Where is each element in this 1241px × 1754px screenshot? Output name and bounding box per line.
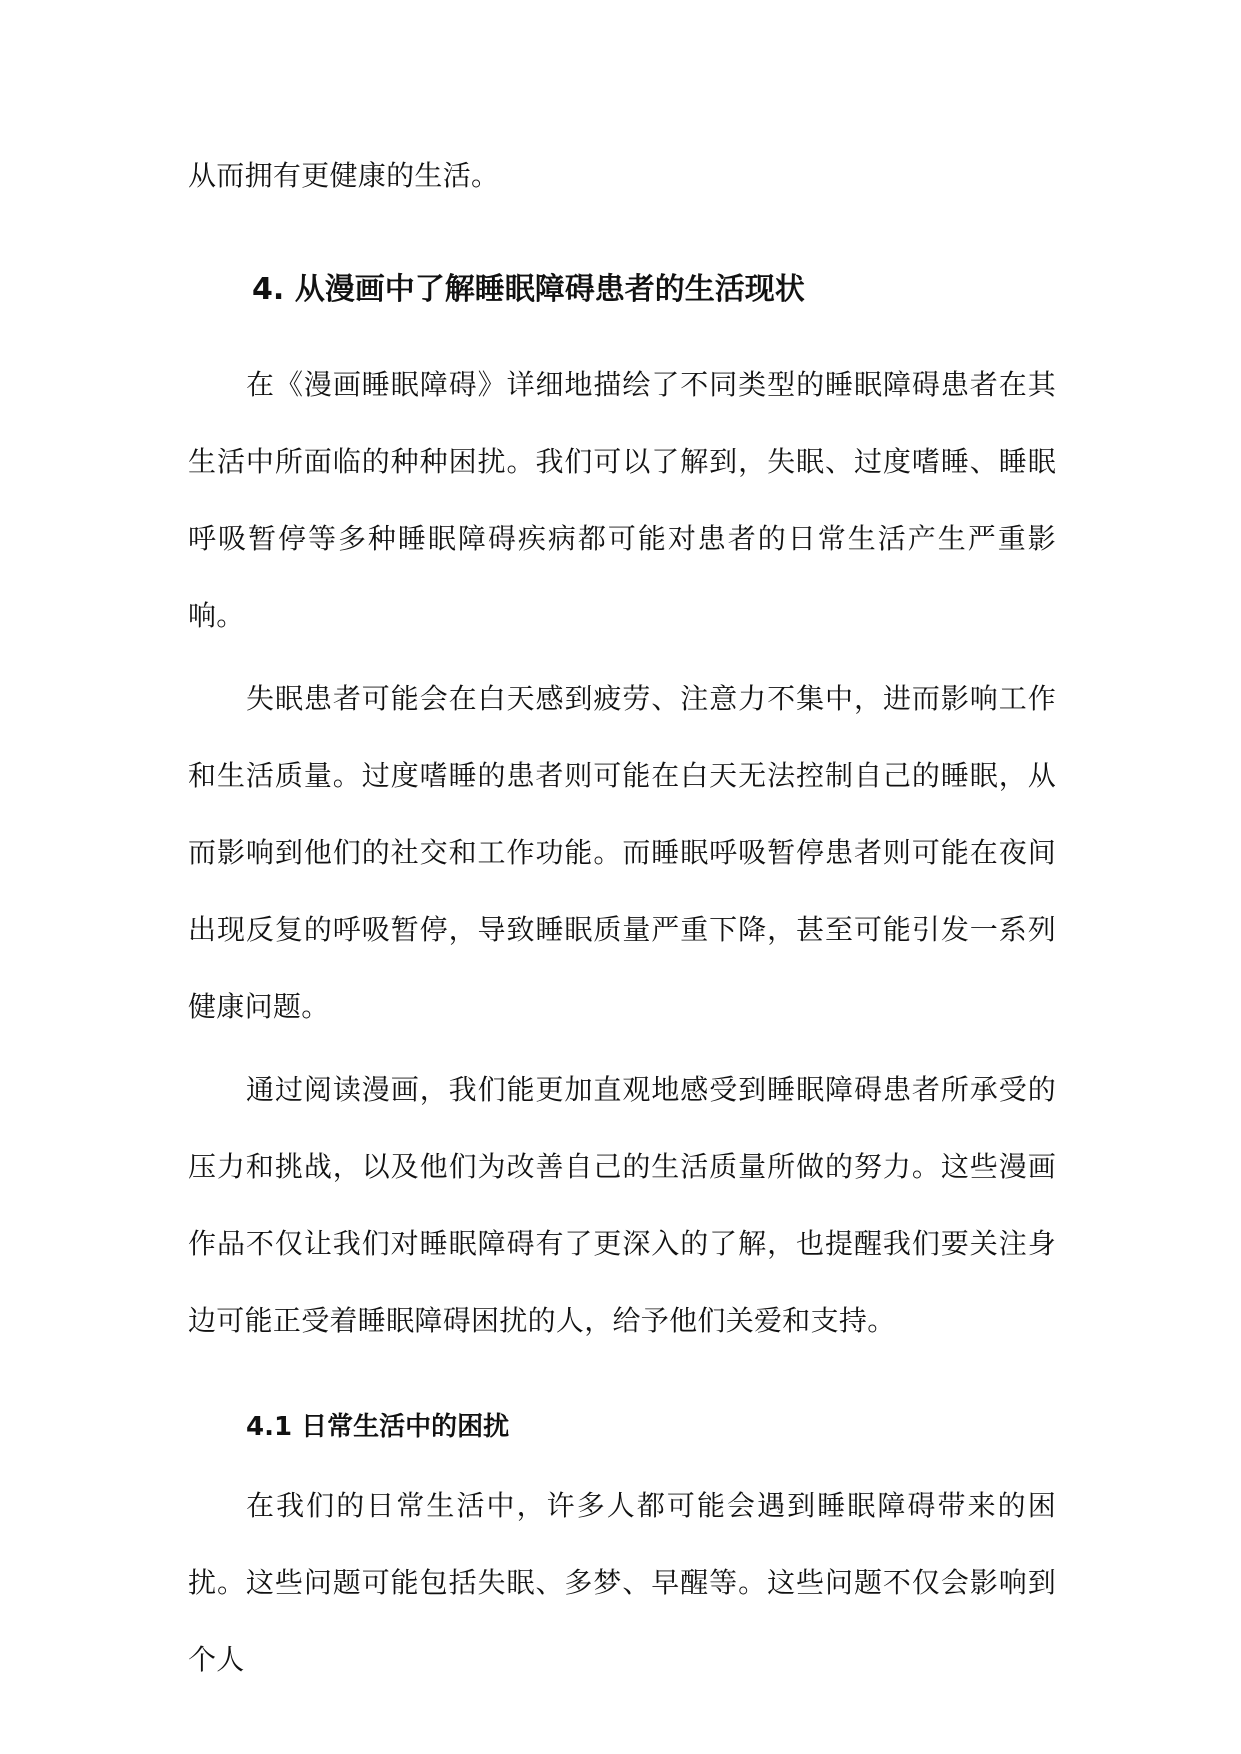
section-heading-4-1: 4.1 日常生活中的困扰: [246, 1412, 510, 1442]
paragraph-daily-troubles: 在我们的日常生活中，许多人都可能会遇到睡眠障碍带来的困扰。这些问题可能包括失眠、多梦、早醒等。这些问题不仅会影响到个人: [188, 1489, 1056, 1676]
section-heading-4: 4. 从漫画中了解睡眠障碍患者的生活现状: [252, 272, 805, 307]
paragraph-reading-comics: 通过阅读漫画，我们能更加直观地感受到睡眠障碍患者所承受的压力和挑战，以及他们为改善自己的生活质量所做的努力。这些漫画作品不仅让我们对睡眠障碍有了更深入的了解，也提醒我们要关注身边可能正受着睡眠障碍困扰的人，给予他们关爱和支持。: [188, 1073, 1056, 1337]
paragraph-comic-overview: 在《漫画睡眠障碍》详细地描绘了不同类型的睡眠障碍患者在其生活中所面临的种种困扰。我们可以了解到，失眠、过度嗜睡、睡眠呼吸暂停等多种睡眠障碍疾病都可能对患者的日常生活产生严重影响。: [188, 368, 1056, 632]
paragraph-symptoms: 失眠患者可能会在白天感到疲劳、注意力不集中，进而影响工作和生活质量。过度嗜睡的患者则可能在白天无法控制自己的睡眠，从而影响到他们的社交和工作功能。而睡眠呼吸暂停患者则可能在夜间出现反复的呼吸暂停，导致睡眠质量严重下降，甚至可能引发一系列健康问题。: [188, 682, 1056, 1023]
document-body: [188, 137, 1056, 1698]
paragraph-continuation: 从而拥有更健康的生活。: [188, 159, 500, 192]
